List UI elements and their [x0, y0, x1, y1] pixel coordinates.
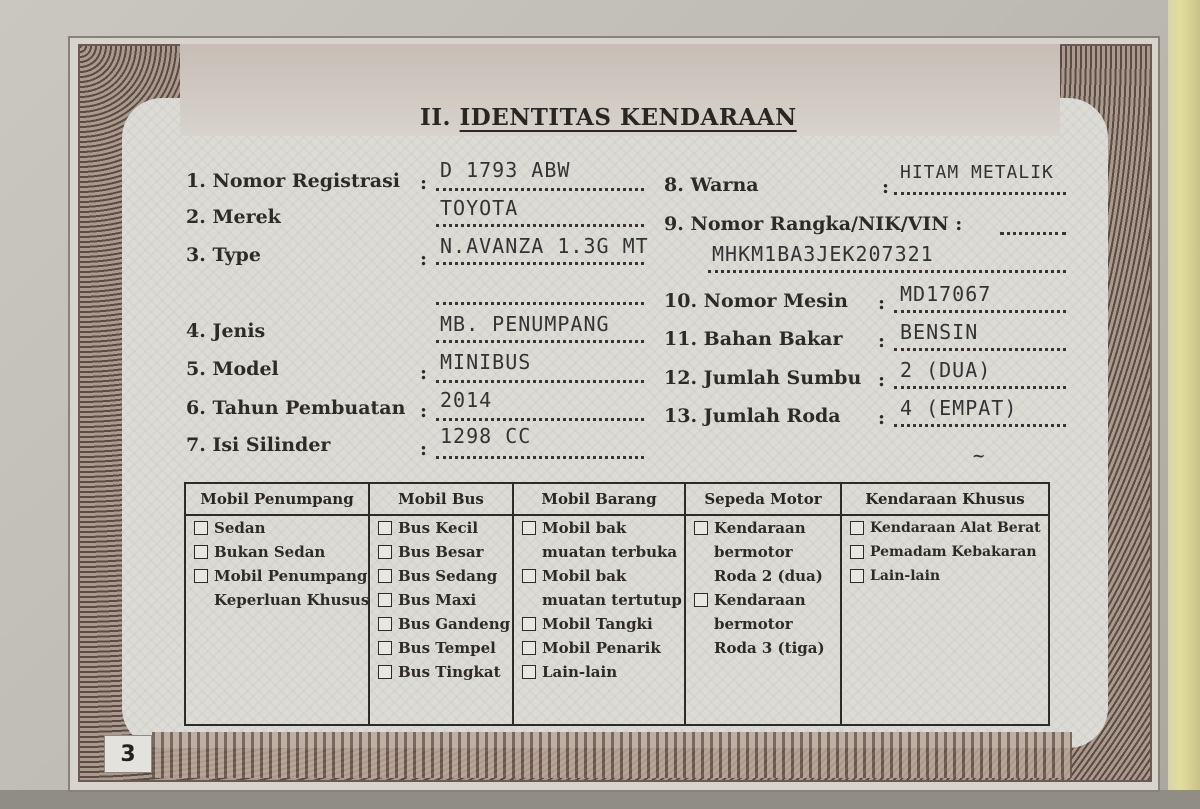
value-isi-silinder: 1298 CC	[440, 424, 532, 448]
checkbox-icon[interactable]	[378, 521, 392, 535]
value-nomor-rangka: MHKM1BA3JEK207321	[712, 242, 934, 266]
value-nomor-mesin: MD17067	[900, 282, 992, 306]
option-continuation: Roda 2 (dua)	[714, 567, 823, 585]
value-warna: HITAM METALIK	[900, 162, 1054, 183]
dotted-line	[894, 192, 1066, 195]
option-continuation: bermotor	[714, 615, 793, 633]
label-nomor-mesin: 10. Nomor Mesin	[664, 290, 848, 312]
label-jumlah-sumbu: 12. Jumlah Sumbu	[664, 367, 862, 389]
checkbox-icon[interactable]	[850, 569, 864, 583]
label-nomor-registrasi: 1. Nomor Registrasi	[186, 170, 400, 192]
column-sepeda-motor	[685, 515, 841, 725]
section-title-prefix: II.	[420, 104, 452, 131]
option-bus-maxi[interactable]: Bus Maxi	[370, 588, 512, 612]
dotted-line	[436, 418, 644, 421]
checkbox-icon[interactable]	[694, 593, 708, 607]
vehicle-category-table	[184, 482, 1050, 726]
colon: :	[878, 407, 886, 429]
column-mobil-penumpang	[185, 515, 369, 725]
option-mobil-tangki[interactable]: Mobil Tangki	[514, 612, 684, 636]
bottom-ornament-band	[152, 732, 1072, 778]
header-mobil-barang: Mobil Barang	[513, 483, 685, 515]
option-bus-tempel[interactable]: Bus Tempel	[370, 636, 512, 660]
checkbox-icon[interactable]	[694, 521, 708, 535]
checkbox-icon[interactable]	[522, 569, 536, 583]
option-bus-sedang[interactable]: Bus Sedang	[370, 564, 512, 588]
label-tahun-pembuatan: 6. Tahun Pembuatan	[186, 397, 406, 419]
label-jumlah-roda: 13. Jumlah Roda	[664, 405, 841, 427]
option-bus-gandeng[interactable]: Bus Gandeng	[370, 612, 512, 636]
checkbox-icon[interactable]	[378, 593, 392, 607]
dotted-line	[436, 188, 644, 191]
option-lain-lain-barang[interactable]: Lain-lain	[514, 660, 684, 684]
hand-mark: ~	[972, 446, 986, 465]
option-kendaraan-alat-berat[interactable]: Kendaraan Alat Berat	[842, 516, 1048, 540]
checkbox-icon[interactable]	[194, 569, 208, 583]
checkbox-icon[interactable]	[378, 545, 392, 559]
column-mobil-bus	[369, 515, 513, 725]
column-mobil-barang	[513, 515, 685, 725]
option-bukan-sedan[interactable]: Bukan Sedan	[186, 540, 368, 564]
dotted-line	[708, 270, 1066, 273]
checkbox-icon[interactable]	[194, 545, 208, 559]
checkbox-icon[interactable]	[850, 545, 864, 559]
colon: :	[878, 292, 886, 314]
page-number: 3	[104, 735, 152, 773]
dotted-line	[436, 224, 644, 227]
checkbox-icon[interactable]	[194, 521, 208, 535]
option-bus-tingkat[interactable]: Bus Tingkat	[370, 660, 512, 684]
checkbox-icon[interactable]	[522, 641, 536, 655]
checkbox-icon[interactable]	[378, 665, 392, 679]
colon: :	[878, 369, 886, 391]
option-mobil-bak-terbuka[interactable]: Mobil bak	[514, 516, 684, 540]
option-bus-besar[interactable]: Bus Besar	[370, 540, 512, 564]
option-lain-lain-khusus[interactable]: Lain-lain	[842, 564, 1048, 588]
value-jenis: MB. PENUMPANG	[440, 312, 610, 336]
option-mobil-bak-tertutup[interactable]: Mobil bak	[514, 564, 684, 588]
colon: :	[420, 172, 428, 194]
dotted-line	[436, 456, 644, 459]
label-type: 3. Type	[186, 244, 261, 266]
value-tahun-pembuatan: 2014	[440, 388, 493, 412]
label-bahan-bakar: 11. Bahan Bakar	[664, 328, 843, 350]
option-mobil-penumpang-keperluan-khusus[interactable]: Mobil Penumpang	[186, 564, 368, 588]
dotted-line	[436, 380, 644, 383]
checkbox-icon[interactable]	[522, 521, 536, 535]
checkbox-icon[interactable]	[850, 521, 864, 535]
dotted-line	[894, 424, 1066, 427]
option-continuation: Roda 3 (tiga)	[714, 639, 825, 657]
colon: :	[420, 248, 428, 270]
option-continuation: muatan terbuka	[542, 543, 678, 561]
option-continuation: muatan tertutup	[542, 591, 682, 609]
section-title-main: IDENTITAS KENDARAAN	[459, 104, 797, 131]
option-bus-kecil[interactable]: Bus Kecil	[370, 516, 512, 540]
colon: :	[882, 176, 890, 198]
dotted-line	[436, 262, 644, 265]
value-model: MINIBUS	[440, 350, 532, 374]
value-jumlah-roda: 4 (EMPAT)	[900, 396, 1018, 420]
header-kendaraan-khusus: Kendaraan Khusus	[841, 483, 1049, 515]
option-sedan[interactable]: Sedan	[186, 516, 368, 540]
colon: :	[420, 362, 428, 384]
checkbox-icon[interactable]	[378, 641, 392, 655]
dotted-line	[894, 310, 1066, 313]
value-merek: TOYOTA	[440, 196, 519, 220]
section-title	[420, 104, 797, 131]
label-nomor-rangka: 9. Nomor Rangka/NIK/VIN :	[664, 213, 963, 235]
option-kendaraan-roda-3[interactable]: Kendaraan	[686, 588, 840, 612]
dotted-line	[1000, 232, 1066, 235]
option-pemadam-kebakaran[interactable]: Pemadam Kebakaran	[842, 540, 1048, 564]
colon: :	[878, 330, 886, 352]
dotted-line	[436, 302, 644, 305]
label-model: 5. Model	[186, 358, 279, 380]
option-mobil-penarik[interactable]: Mobil Penarik	[514, 636, 684, 660]
checkbox-icon[interactable]	[522, 617, 536, 631]
next-page-edge	[1168, 0, 1200, 809]
label-jenis: 4. Jenis	[186, 320, 266, 342]
page-bottom-edge	[0, 790, 1200, 809]
header-sepeda-motor: Sepeda Motor	[685, 483, 841, 515]
label-isi-silinder: 7. Isi Silinder	[186, 434, 331, 456]
dotted-line	[436, 340, 644, 343]
label-warna: 8. Warna	[664, 174, 759, 196]
option-kendaraan-roda-2[interactable]: Kendaraan	[686, 516, 840, 540]
option-continuation: bermotor	[714, 543, 793, 561]
dotted-line	[894, 386, 1066, 389]
column-kendaraan-khusus	[841, 515, 1049, 725]
checkbox-icon[interactable]	[378, 617, 392, 631]
value-type: N.AVANZA 1.3G MT	[440, 234, 649, 258]
value-nomor-registrasi: D 1793 ABW	[440, 158, 571, 182]
colon: :	[420, 438, 428, 460]
checkbox-icon[interactable]	[378, 569, 392, 583]
colon: :	[420, 400, 428, 422]
value-bahan-bakar: BENSIN	[900, 320, 979, 344]
label-merek: 2. Merek	[186, 206, 281, 228]
option-continuation: Keperluan Khusus	[214, 591, 370, 609]
value-jumlah-sumbu: 2 (DUA)	[900, 358, 992, 382]
header-mobil-bus: Mobil Bus	[369, 483, 513, 515]
checkbox-icon[interactable]	[522, 665, 536, 679]
header-mobil-penumpang: Mobil Penumpang	[185, 483, 369, 515]
dotted-line	[894, 348, 1066, 351]
